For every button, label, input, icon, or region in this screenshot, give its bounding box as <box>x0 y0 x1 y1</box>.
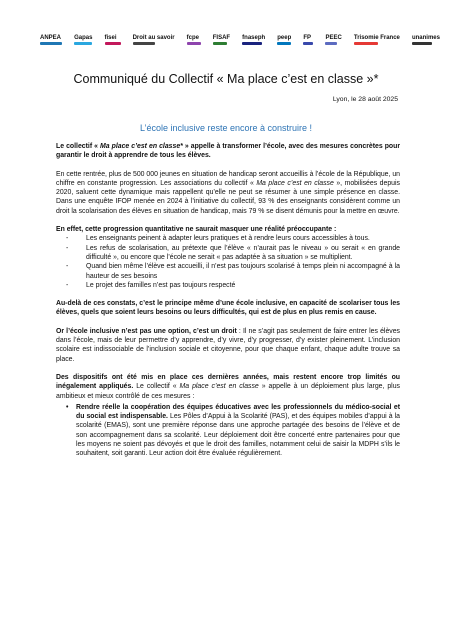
document-title: Communiqué du Collectif « Ma place c’est en classe »* <box>73 72 379 86</box>
logo-mark <box>242 42 262 45</box>
paragraph-measures: Des dispositifs ont été mis en place ces dernières années, mais restent encore trop limités ou inégalement appliqués. Le collectif « Ma place c’est en classe » appelle à un déploiement plus large, plus ambitieux et mieux contrôlé de ces mesures : <box>56 373 400 400</box>
paragraph-principle: Au-delà de ces constats, c’est le principe même d’une école inclusive, en capacité de scolariser tous les élèves, quels que soient leurs besoins ou leurs difficultés, qui est de plus en plus remis en cause. <box>56 300 400 317</box>
concerns-list <box>56 234 400 290</box>
list-item: - Quand bien même l’élève est accueilli, il n’est pas toujours scolarisé à temps plein ni accompagné à la hauteur de ses besoins <box>56 262 400 281</box>
list-item: - Les refus de scolarisation, au prétexte que l’élève « n’aurait pas le niveau » ou serait « en grande difficulté », ou encore que l’école ne serait « pas adaptée à sa situation » se multiplient. <box>56 244 400 263</box>
partner-logos <box>40 24 440 56</box>
logo-fisaf: FISAF <box>213 35 230 45</box>
logo-anpea: ANPEA <box>40 35 62 45</box>
list-item: - Les enseignants peinent à adapter leurs pratiques et à rendre leurs cours accessibles à tous. <box>56 234 400 243</box>
document-subtitle: L’école inclusive reste encore à construire ! <box>139 123 313 133</box>
logo-peec: PEEC <box>325 35 341 45</box>
logo-mark <box>40 42 62 45</box>
logo-mark <box>213 42 227 45</box>
logo-mark <box>412 42 432 45</box>
list-item: - Le projet des familles n’est pas toujours respecté <box>56 281 400 290</box>
list-item: • Rendre réelle la coopération des équipes éducatives avec les professionnels du médico-social et du social est indispensable. Les Pôles d’Appui à la Scolarité (PAS), et des équipes mobiles d’appui à la scolarité (EMAS), sont une première réponse dans une approche partagée des besoins de l’élève et de son accompagnement dans sa scolarité. Leur déploiement doit être concerté entre partenaires pour que les moyens ne soient pas dévoyés et que le droit des familles, notamment celui de saisir la MDPH s’ils le souhaitent, soit garanti. Leur action doit être évaluée régulièrement. <box>56 403 400 459</box>
logo-mark <box>354 42 378 45</box>
paragraph-heading-concerns: En effet, cette progression quantitative ne saurait masquer une réalité préoccupante : <box>56 226 337 234</box>
logo-fp: FP <box>303 35 313 45</box>
document-body <box>56 142 400 459</box>
logo-mark <box>74 42 92 45</box>
logo-fcpe: fcpe <box>187 35 201 45</box>
logo-droit-au-savoir: Droit au savoir <box>133 35 175 45</box>
logo-mark <box>187 42 201 45</box>
logo-peep: peep <box>277 35 291 45</box>
logo-fisei: fisei <box>105 35 121 45</box>
logo-mark <box>105 42 121 45</box>
paragraph-context: En cette rentrée, plus de 500 000 jeunes en situation de handicap seront accueillis à l’école de la République, un chiffre en constante progression. Les associations du collectif « Ma place c’est en classe », mobilisées depuis 2020, saluent cette dynamique mais rappellent qu’elle ne peut se résumer à une simple présence en classe. Dans une enquête IFOP menée en 2024 à l’initiative du collectif, 93 % des enseignants considèrent comme un droit la scolarisation des élèves en situation de handicap, mais 79 % se disent démunis pour la mettre en œuvre. <box>56 170 401 215</box>
logo-mark <box>325 42 337 45</box>
logo-fnaseph: fnaseph <box>242 35 265 45</box>
measures-list <box>56 403 400 459</box>
logo-mark <box>303 42 313 45</box>
paragraph-intro: Le collectif « Ma place c’est en classe* » appelle à transformer l’école, avec des mesures concrètes pour garantir le droit à apprendre de tous les élèves. <box>56 143 401 160</box>
logo-unanimes: unanimes <box>412 35 440 45</box>
logo-mark <box>277 42 291 45</box>
logo-mark <box>133 42 155 45</box>
paragraph-right: Or l’école inclusive n’est pas une option, c’est un droit : Il ne s’agit pas seulement de faire entrer les élèves dans l’école, mais de leur permettre d’y apprendre, d’y vivre, d’y progresser, d’y exister pleinement. L’inclusion scolaire est indissociable de l’inclusion sociale et citoyenne, pour que chaque enfant, chaque adulte trouve sa place. <box>56 327 401 363</box>
logo-trisomie-france: Trisomie France <box>354 35 400 45</box>
document-date: Lyon, le 28 août 2025 <box>332 96 398 103</box>
logo-gapas: Gapas <box>74 35 92 45</box>
